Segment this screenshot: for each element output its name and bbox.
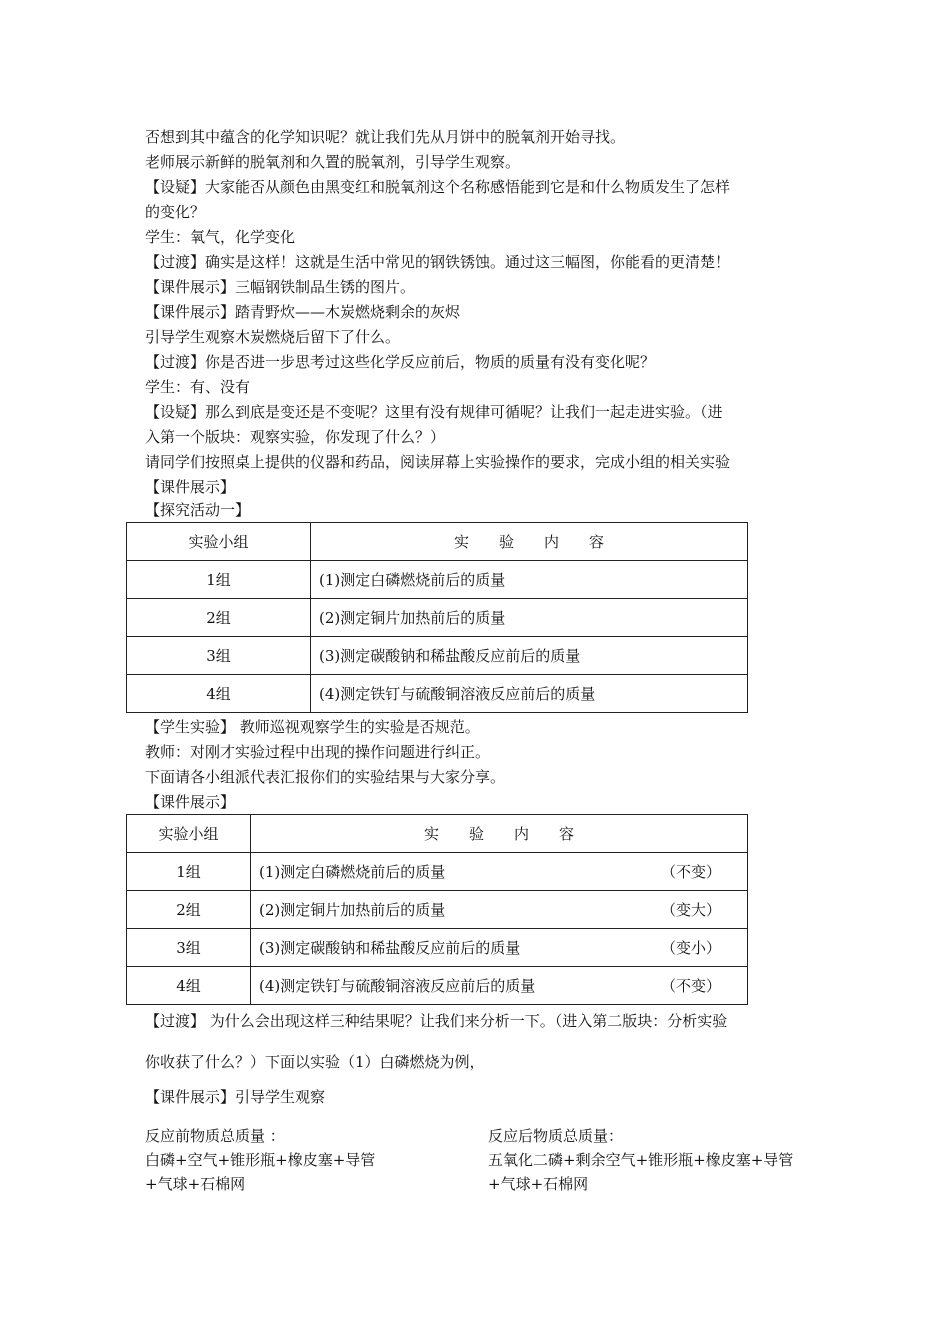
table-header-row bbox=[127, 815, 748, 853]
table-header-cell: 实 验 内 容 bbox=[251, 815, 748, 853]
table-cell bbox=[251, 967, 748, 1005]
table-cell: 1组 bbox=[127, 561, 311, 599]
text-line: 【设疑】那么到底是变还是不变呢？这里有没有规律可循呢？让我们一起走进实验。（进 bbox=[145, 403, 723, 421]
result-label: （变大） bbox=[660, 901, 721, 919]
text-line: 学生：有、没有 bbox=[145, 378, 251, 396]
text-line: 老师展示新鲜的脱氧剂和久置的脱氧剂，引导学生观察。 bbox=[145, 153, 521, 171]
experiment-content: (1)测定白磷燃烧前后的质量 bbox=[259, 863, 446, 881]
text-line: 请同学们按照桌上提供的仪器和药品，阅读屏幕上实验操作的要求，完成小组的相关实验 bbox=[145, 453, 731, 471]
text-line: 学生：氧气，化学变化 bbox=[145, 228, 296, 246]
table-cell: (2)测定铜片加热前后的质量 bbox=[311, 599, 748, 637]
table-row bbox=[127, 929, 748, 967]
text-line: 【探究活动一】 bbox=[145, 501, 251, 519]
table-cell: 2组 bbox=[127, 891, 251, 929]
table-cell: (4)测定铁钉与硫酸铜溶液反应前后的质量 bbox=[311, 675, 748, 713]
table-cell: (1)测定白磷燃烧前后的质量 bbox=[311, 561, 748, 599]
text-line: 教师：对刚才实验过程中出现的操作问题进行纠正。 bbox=[145, 743, 491, 761]
table-cell: 3组 bbox=[127, 929, 251, 967]
text-line: 【过渡】确实是这样！这就是生活中常见的钢铁锈蚀。通过这三幅图，你能看的更清楚！ bbox=[145, 253, 731, 271]
after-title: 反应后物质总质量： bbox=[488, 1127, 624, 1145]
table-row bbox=[127, 675, 748, 713]
table-cell bbox=[251, 891, 748, 929]
text-line: 【学生实验】 教师巡视观察学生的实验是否规范。 bbox=[145, 718, 480, 736]
before-title: 反应前物质总质量 ： bbox=[145, 1127, 285, 1145]
table-header-cell: 实验小组 bbox=[127, 815, 251, 853]
after-line: 五氧化二磷+剩余空气+锥形瓶+橡皮塞+导管 bbox=[488, 1151, 794, 1169]
experiment-content: (2)测定铜片加热前后的质量 bbox=[259, 901, 446, 919]
text-line: 【过渡】 为什么会出现这样三种结果呢？让我们来分析一下。（进入第二版块：分析实验 bbox=[145, 1012, 728, 1030]
text-line: 【课件展示】引导学生观察 bbox=[145, 1088, 326, 1106]
table-header-cell: 实 验 内 容 bbox=[311, 523, 748, 561]
table-row bbox=[127, 853, 748, 891]
table-header-row bbox=[127, 523, 748, 561]
result-label: （不变） bbox=[660, 863, 721, 881]
table-cell: 4组 bbox=[127, 967, 251, 1005]
experiment-content: (4)测定铁钉与硫酸铜溶液反应前后的质量 bbox=[259, 977, 536, 995]
text-line: 否想到其中蕴含的化学知识呢？就让我们先从月饼中的脱氧剂开始寻找。 bbox=[145, 128, 626, 146]
before-line: +气球+石棉网 bbox=[145, 1175, 246, 1193]
text-line: 【课件展示】踏青野炊——木炭燃烧剩余的灰烬 bbox=[145, 303, 461, 321]
text-line: 你收获了什么？）下面以实验（1）白磷燃烧为例， bbox=[145, 1053, 485, 1071]
before-line: 白磷+空气+锥形瓶+橡皮塞+导管 bbox=[145, 1151, 376, 1169]
table-cell bbox=[251, 853, 748, 891]
text-line: 【过渡】你是否进一步思考过这些化学反应前后，物质的质量有没有变化呢？ bbox=[145, 353, 656, 371]
after-line: +气球+石棉网 bbox=[488, 1175, 589, 1193]
result-label: （不变） bbox=[660, 977, 721, 995]
table-row bbox=[127, 599, 748, 637]
text-line: 入第一个版块：观察实验，你发现了什么？） bbox=[145, 428, 446, 446]
text-line: 的变化？ bbox=[145, 203, 206, 221]
results-table bbox=[126, 814, 748, 1005]
result-label: （变小） bbox=[660, 939, 721, 957]
table-cell: (3)测定碳酸钠和稀盐酸反应前后的质量 bbox=[311, 637, 748, 675]
table-cell bbox=[251, 929, 748, 967]
experiment-table bbox=[126, 522, 748, 713]
table-cell: 4组 bbox=[127, 675, 311, 713]
text-line: 【课件展示】 bbox=[145, 478, 236, 496]
text-line: 引导学生观察木炭燃烧后留下了什么。 bbox=[145, 328, 401, 346]
table-header-cell: 实验小组 bbox=[127, 523, 311, 561]
table-cell: 3组 bbox=[127, 637, 311, 675]
table-cell: 1组 bbox=[127, 853, 251, 891]
table-row bbox=[127, 637, 748, 675]
text-line: 【课件展示】三幅钢铁制品生锈的图片。 bbox=[145, 278, 416, 296]
text-line: 下面请各小组派代表汇报你们的实验结果与大家分享。 bbox=[145, 768, 506, 786]
table-row bbox=[127, 561, 748, 599]
experiment-content: (3)测定碳酸钠和稀盐酸反应前后的质量 bbox=[259, 939, 521, 957]
table-cell: 2组 bbox=[127, 599, 311, 637]
text-line: 【设疑】大家能否从颜色由黑变红和脱氧剂这个名称感悟能到它是和什么物质发生了怎样 bbox=[145, 178, 731, 196]
text-line: 【课件展示】 bbox=[145, 793, 236, 811]
table-row bbox=[127, 891, 748, 929]
table-row bbox=[127, 967, 748, 1005]
